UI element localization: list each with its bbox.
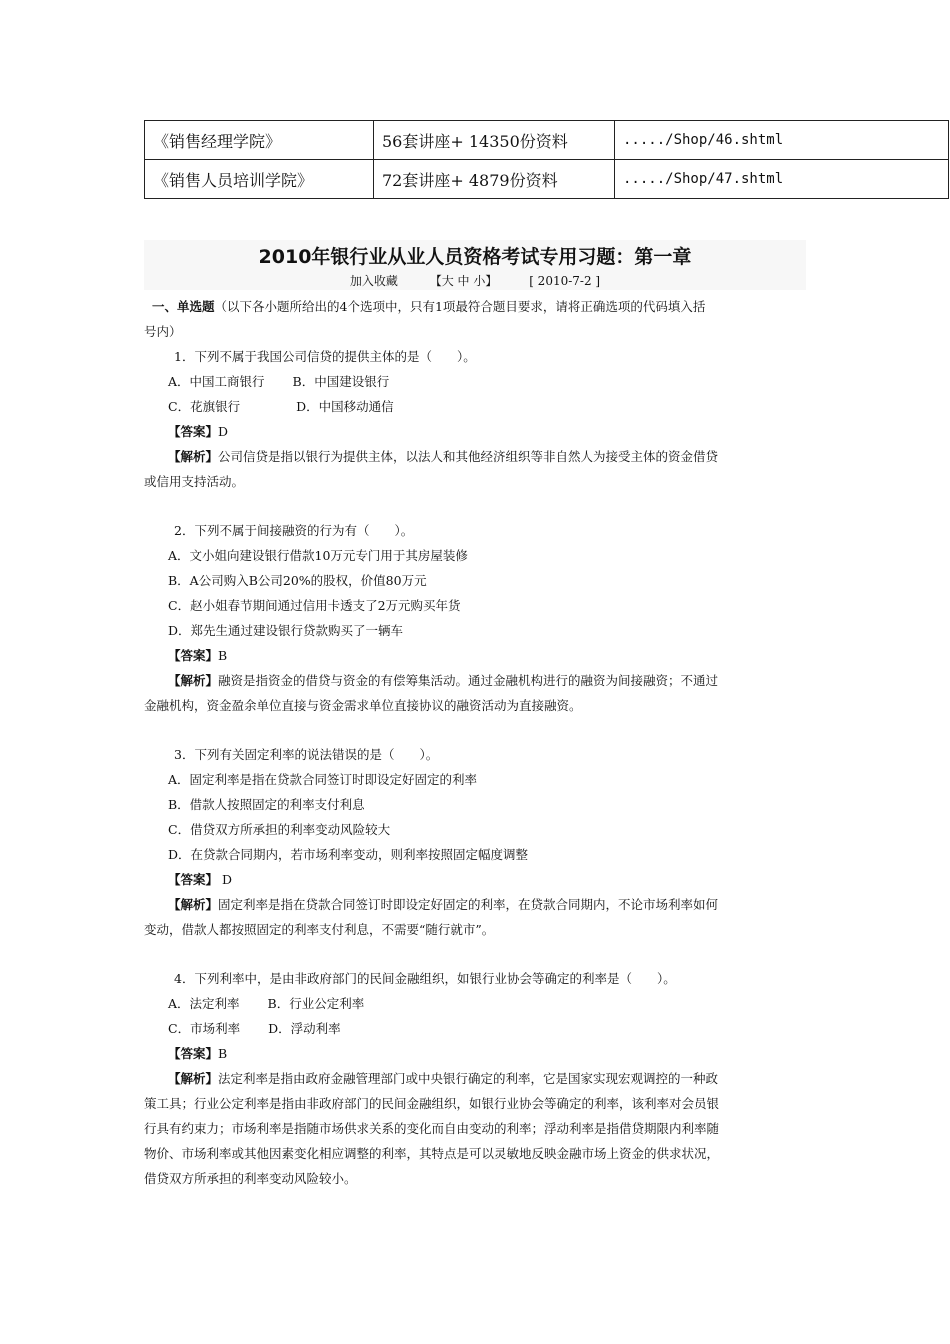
course-link[interactable]: ...../Shop/47.shtml	[615, 160, 949, 199]
question-stem: 1．下列不属于我国公司信贷的提供主体的是（ ）。	[174, 349, 476, 364]
analysis-text: 固定利率是指在贷款合同签订时即设定好固定的利率，在贷款合同期内，不论市场利率如何	[218, 897, 719, 912]
section-label: 一、单选题	[152, 299, 215, 314]
article-body	[144, 294, 806, 1191]
answer-value: B	[218, 1046, 228, 1061]
analysis-text-cont: 变动，借款人都按照固定的利率支付利息，不需要“随行就市”。	[144, 922, 495, 937]
question-stem: 2．下列不属于间接融资的行为有（ ）。	[174, 523, 414, 538]
font-size-switcher[interactable]: 【大 中 小】	[429, 274, 498, 288]
answer-value: D	[218, 424, 229, 439]
question-stem: 3．下列有关固定利率的说法错误的是（ ）。	[174, 747, 439, 762]
option-c: C．市场利率	[168, 1021, 241, 1036]
answer-label: 【答案】	[168, 648, 219, 663]
analysis-label: 【解析】	[168, 897, 219, 912]
answer-line	[144, 867, 806, 892]
option-d: D．中国移动通信	[296, 399, 394, 414]
option-c: C．花旗银行	[168, 399, 241, 414]
option-b: B．A公司购入B公司20%的股权，价值80万元	[168, 573, 427, 588]
option-a: A．法定利率	[168, 996, 240, 1011]
option-d: D．郑先生通过建设银行贷款购买了一辆车	[168, 623, 404, 638]
analysis-text-cont: 借贷双方所承担的利率变动风险较小。	[144, 1171, 357, 1186]
answer-line	[144, 643, 806, 668]
analysis-text: 融资是指资金的借贷与资金的有偿筹集活动。通过金融机构进行的融资为间接融资；不通过	[218, 673, 719, 688]
article-meta	[144, 272, 806, 289]
option-d: D．浮动利率	[268, 1021, 341, 1036]
option-row	[144, 394, 806, 419]
analysis-text-cont: 行具有约束力；市场利率是指随市场供求关系的变化而自由变动的利率；浮动利率是指借贷期限内利率随	[144, 1121, 720, 1136]
option-row	[144, 1016, 806, 1041]
course-desc: 72套讲座+ 4879份资料	[374, 160, 615, 199]
analysis-text: 公司信贷是指以银行为提供主体，以法人和其他经济组织等非自然人为接受主体的资金借贷	[218, 449, 719, 464]
course-name: 《销售经理学院》	[145, 121, 374, 160]
analysis-text-cont: 策工具；行业公定利率是指由非政府部门的民间金融组织，如银行业协会等确定的利率，该利率对会员银	[144, 1096, 720, 1111]
publish-date: [ 2010-7-2 ]	[529, 274, 601, 288]
analysis-label: 【解析】	[168, 673, 219, 688]
answer-label: 【答案】	[168, 1046, 219, 1061]
option-b: B．中国建设银行	[292, 374, 390, 389]
answer-value: B	[218, 648, 228, 663]
answer-value: D	[218, 872, 233, 887]
table-row	[145, 160, 949, 199]
answer-line	[144, 419, 806, 444]
section-instruction-cont: 号内）	[144, 324, 182, 339]
answer-line	[144, 1041, 806, 1066]
option-row	[144, 369, 806, 394]
option-a: A．固定利率是指在贷款合同签订时即设定好固定的利率	[168, 772, 478, 787]
answer-label: 【答案】	[168, 424, 219, 439]
course-name: 《销售人员培训学院》	[145, 160, 374, 199]
add-favorite-link[interactable]: 加入收藏	[349, 274, 398, 288]
option-b: B．行业公定利率	[267, 996, 365, 1011]
option-row	[144, 991, 806, 1016]
option-d: D．在贷款合同期内，若市场利率变动，则利率按照固定幅度调整	[168, 847, 529, 862]
section-heading	[144, 294, 806, 319]
analysis-text-cont: 金融机构，资金盈余单位直接与资金需求单位直接协议的融资活动为直接融资。	[144, 698, 582, 713]
analysis-text-cont: 或信用支持活动。	[144, 474, 245, 489]
analysis-text: 法定利率是指由政府金融管理部门或中央银行确定的利率，它是国家实现宏观调控的一种政	[218, 1071, 719, 1086]
option-c: C．赵小姐春节期间通过信用卡透支了2万元购买年货	[168, 598, 461, 613]
option-c: C．借贷双方所承担的利率变动风险较大	[168, 822, 391, 837]
course-link[interactable]: ...../Shop/46.shtml	[615, 121, 949, 160]
course-desc: 56套讲座+ 14350份资料	[374, 121, 615, 160]
table-row	[145, 121, 949, 160]
analysis-label: 【解析】	[168, 1071, 219, 1086]
option-a: A．中国工商银行	[168, 374, 265, 389]
section-instruction: （以下各小题所给出的4个选项中，只有1项最符合题目要求，请将正确选项的代码填入括	[214, 299, 706, 314]
analysis-label: 【解析】	[168, 449, 219, 464]
page-title: 2010年银行业从业人员资格考试专用习题：第一章	[258, 246, 692, 268]
option-b: B．借款人按照固定的利率支付利息	[168, 797, 365, 812]
analysis-line	[144, 444, 806, 469]
analysis-line	[144, 892, 806, 917]
analysis-text-cont: 物价、市场利率或其他因素变化相应调整的利率，其特点是可以灵敏地反映金融市场上资金的供求状况，	[144, 1146, 720, 1161]
question-stem: 4．下列利率中，是由非政府部门的民间金融组织，如银行业协会等确定的利率是（ ）。	[174, 971, 676, 986]
analysis-line	[144, 668, 806, 693]
promo-table	[144, 120, 949, 199]
answer-label: 【答案】	[168, 872, 219, 887]
option-a: A．文小姐向建设银行借款10万元专门用于其房屋装修	[168, 548, 468, 563]
analysis-line	[144, 1066, 806, 1091]
